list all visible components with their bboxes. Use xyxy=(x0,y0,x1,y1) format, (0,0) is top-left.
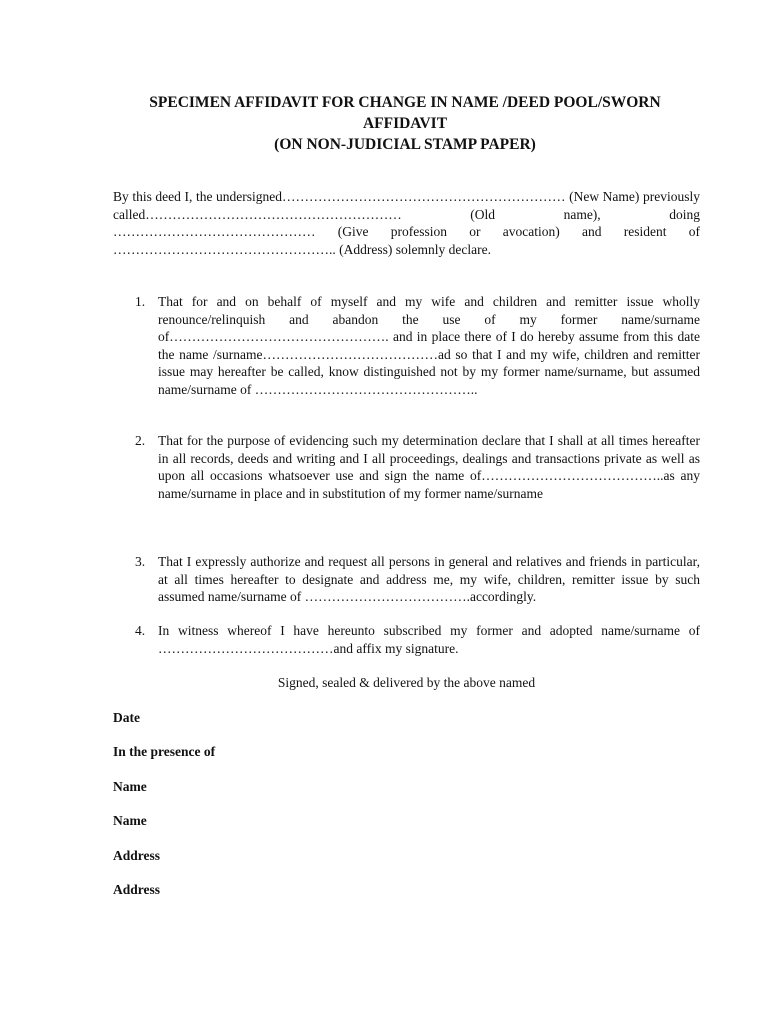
clause-4 xyxy=(113,622,700,657)
clause-number: 4. xyxy=(135,623,146,638)
presence-label: In the presence of xyxy=(113,744,216,759)
clause-1 xyxy=(113,293,700,398)
clause-text: In witness whereof I have hereunto subscribed my former and adopted name/surname of …………………………………and affix my signature. xyxy=(158,623,700,656)
signed-line: Signed, sealed & delivered by the above named xyxy=(277,675,536,690)
address-label-1: Address xyxy=(113,848,161,863)
address-label-2: Address xyxy=(113,882,161,897)
date-label: Date xyxy=(113,710,140,725)
name-label-2: Name xyxy=(113,813,147,828)
clause-3 xyxy=(113,553,700,606)
clause-number: 2. xyxy=(135,433,146,448)
clause-text: That for the purpose of evidencing such my determination declare that I shall at all times hereafter in all records, deeds and writing and I all proceedings, dealings and transactions private as well as upon all occasions whatsoever use and sign the name of…………………………………..as any name/surname in place and in substitution of my former name/surname xyxy=(158,433,700,501)
document-title xyxy=(100,92,710,155)
clause-2 xyxy=(113,432,700,502)
clause-text: That I expressly authorize and request all persons in general and relatives and friends in particular, at all times hereafter to designate and address me, my wife, children, remitter issue by such assumed name/surname of ……………………………….accordingly. xyxy=(158,554,700,604)
clause-number: 1. xyxy=(135,294,146,309)
clause-number: 3. xyxy=(135,554,146,569)
title-line-3: (ON NON-JUDICIAL STAMP PAPER) xyxy=(274,136,536,153)
name-label-1: Name xyxy=(113,779,147,794)
intro-paragraph: By this deed I, the undersigned……………………………………………………… (New Name) previously called………………………………………………… (Old name), doing ……………………………………… (Give profession or avocation) and resident of ………………………………………….. (Address) solemnly declare. xyxy=(113,189,700,257)
clause-text: That for and on behalf of myself and my wife and children and remitter issue wholly renounce/relinquish and abandon the use of my former name/surname of…………………………………………. and in place there of I do hereby assume from this date the name /surname…………………………………ad so that I and my wife, children and remitter issue may hereafter be called, know distinguished not by my former name/surname, but assumed name/surname of ………………………………………….. xyxy=(158,294,700,397)
title-line-2: AFFIDAVIT xyxy=(362,115,448,132)
title-line-1: SPECIMEN AFFIDAVIT FOR CHANGE IN NAME /DEED POOL/SWORN xyxy=(149,94,661,111)
